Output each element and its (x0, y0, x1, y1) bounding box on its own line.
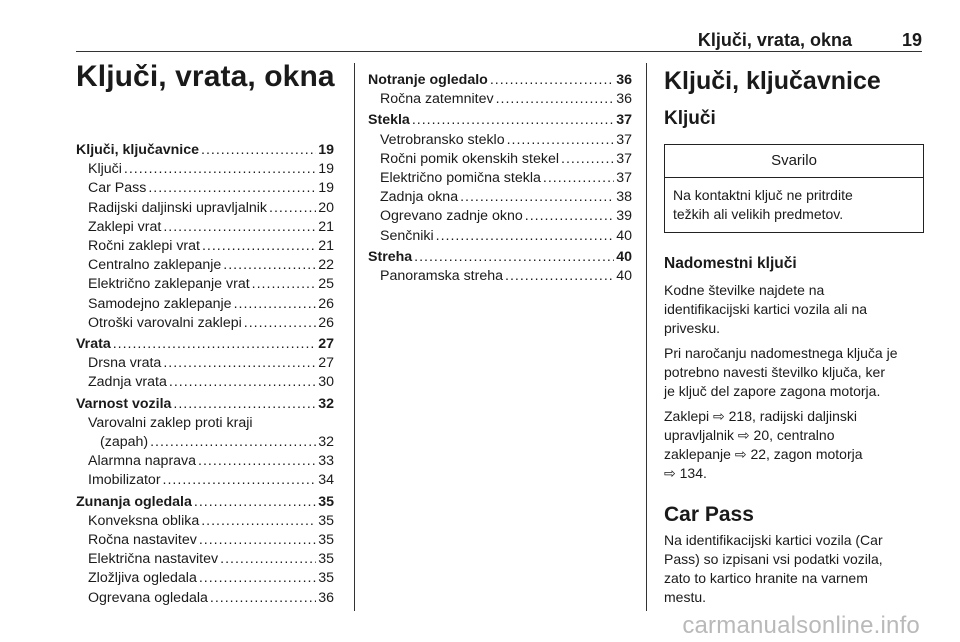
text-line: Pass) so izpisani vsi podatki vozila, (664, 551, 883, 567)
dot-leader (269, 199, 316, 218)
text-line: upravljalnik ⇨ 20, centralno (664, 427, 835, 443)
text-line: privesku. (664, 320, 721, 336)
toc-section-page: 27 (318, 336, 334, 353)
toc-section-group (76, 335, 334, 393)
toc-entry-page: 40 (616, 268, 632, 285)
dot-leader (150, 433, 316, 452)
toc-entry-continued-page: 32 (318, 434, 334, 451)
toc-entry-page: 33 (318, 453, 334, 470)
dot-leader (561, 150, 614, 169)
toc-section-group (368, 71, 632, 109)
toc-entry[interactable] (368, 227, 632, 246)
toc-section-page: 40 (616, 248, 632, 265)
toc-section-title: Vrata (76, 336, 111, 353)
dot-leader (490, 71, 614, 90)
toc-section-title: Zunanja ogledala (76, 493, 192, 510)
toc-entry[interactable] (368, 131, 632, 150)
toc-entry-page: 25 (318, 276, 334, 293)
dot-leader (113, 335, 317, 354)
running-header (698, 28, 922, 52)
dot-leader (198, 452, 316, 471)
toc-entry[interactable] (368, 267, 632, 286)
toc-entry-title: Centralno zaklepanje (88, 257, 222, 274)
toc-entry-page: 38 (616, 189, 632, 206)
toc-entry[interactable] (76, 314, 334, 333)
toc-entry-page: 34 (318, 472, 334, 489)
toc-entry-title: Ročna nastavitev (88, 532, 197, 549)
toc-entry-title: Zaklepi vrat (88, 218, 162, 235)
toc-entry-title: Konveksna oblika (88, 512, 200, 529)
toc-entry-title: Samodejno zaklepanje (88, 295, 232, 312)
toc-section-group (368, 111, 632, 245)
toc-entry[interactable] (76, 569, 334, 588)
toc-entry[interactable] (76, 160, 334, 179)
toc-entry-title: Car Pass (88, 180, 147, 197)
toc-entry-page: 26 (318, 295, 334, 312)
toc-entry-page: 26 (318, 314, 334, 331)
toc-entry-title: Alarmna naprava (88, 453, 197, 470)
toc-entry[interactable] (76, 354, 334, 373)
text-line: Zaklepi ⇨ 218, radijski daljinski (664, 408, 858, 424)
toc-entry[interactable] (368, 188, 632, 207)
dot-leader (543, 169, 614, 188)
dot-leader (163, 471, 317, 490)
dot-leader (234, 295, 317, 314)
toc-entry-page: 35 (318, 512, 334, 529)
toc-entry[interactable] (76, 256, 334, 275)
toc-entry-page: 35 (318, 532, 334, 549)
toc-entry-page: 39 (616, 208, 632, 225)
dot-leader (496, 90, 615, 109)
text-line: potrebno navesti številko ključa, ker (664, 364, 885, 380)
toc-entry-title: Ključi (88, 161, 122, 178)
toc-entry-page: 21 (318, 238, 334, 255)
toc-entry[interactable] (76, 199, 334, 218)
dot-leader (199, 569, 316, 588)
text-line: zato to kartico hranite na varnem (664, 570, 868, 586)
dot-leader (173, 395, 316, 414)
text-line: zaklepanje ⇨ 22, zagon motorja (664, 446, 863, 462)
keys-heading: Ključi (664, 108, 716, 129)
toc-entry-title: Ročni pomik okenskih stekel (380, 150, 559, 167)
paragraph-car-pass (664, 531, 926, 607)
dot-leader (199, 531, 316, 550)
toc-section-page: 37 (616, 112, 632, 129)
toc-entry-page: 40 (616, 227, 632, 244)
toc-entry-title: Otroški varovalni zaklepi (88, 314, 242, 331)
toc-section[interactable] (76, 395, 334, 414)
toc-section-group (368, 248, 632, 286)
toc-entry[interactable] (368, 150, 632, 169)
toc-entry-page: 30 (318, 374, 334, 391)
dot-leader (223, 256, 316, 275)
toc-entry-title: Vetrobransko steklo (380, 131, 505, 148)
toc-entry-continued[interactable] (76, 433, 334, 452)
toc-entry[interactable] (76, 452, 334, 471)
toc-left-column (76, 141, 334, 610)
toc-section[interactable] (76, 335, 334, 354)
toc-entry-page: 22 (318, 257, 334, 274)
paragraph-ordering (664, 344, 926, 401)
toc-entry-title: Električna nastavitev (88, 551, 219, 568)
toc-section-group (76, 395, 334, 491)
text-line: mestu. (664, 589, 707, 605)
toc-entry[interactable] (76, 179, 334, 198)
toc-section-title: Streha (368, 248, 413, 265)
toc-entry-title: Zložljiva ogledala (88, 570, 197, 587)
car-pass-heading: Car Pass (664, 503, 754, 526)
watermark: carmanualsonline.info (682, 612, 920, 639)
toc-entry[interactable]: Varovalni zaklep proti kraji (88, 414, 253, 431)
toc-section-title: Ključi, ključavnice (76, 142, 200, 158)
page-number: 19 (901, 29, 922, 50)
text-line: Pri naročanju nadomestnega ključa je (664, 345, 898, 361)
toc-section-title: Notranje ogledalo (368, 72, 488, 88)
text-line: ⇨ 134. (664, 465, 707, 481)
dot-leader (163, 218, 316, 237)
toc-entry[interactable] (368, 207, 632, 226)
warning-line: težkih ali velikih predmetov. (673, 206, 844, 222)
toc-entry-title: Drsna vrata (88, 355, 162, 372)
toc-entry-page: 36 (318, 589, 334, 606)
toc-entry-title: Ogrevano zadnje okno (380, 208, 523, 225)
page-title: Ključi, vrata, okna (76, 60, 335, 93)
dot-leader (220, 550, 316, 569)
dot-leader (460, 188, 614, 207)
toc-section-group (76, 141, 334, 333)
toc-middle-column (368, 71, 632, 288)
text-line: Kodne številke najdete na (664, 282, 825, 298)
spare-keys-heading: Nadomestni ključi (664, 255, 797, 272)
dot-leader (201, 512, 316, 531)
dot-leader (414, 248, 614, 267)
warning-body (665, 178, 923, 232)
toc-section[interactable] (76, 493, 334, 512)
toc-section-title: Stekla (368, 112, 410, 129)
dot-leader (507, 131, 615, 150)
dot-leader (163, 354, 316, 373)
column-divider-2 (646, 63, 647, 611)
toc-section-page: 35 (318, 493, 334, 510)
toc-entry-page: 35 (318, 570, 334, 587)
dot-leader (194, 493, 316, 512)
dot-leader (525, 207, 614, 226)
toc-entry-title: Ogrevana ogledala (88, 589, 208, 606)
toc-entry[interactable] (76, 512, 334, 531)
toc-entry[interactable] (76, 237, 334, 256)
toc-section-title: Varnost vozila (76, 395, 172, 412)
toc-section-page: 19 (318, 142, 334, 158)
toc-entry[interactable] (76, 471, 334, 490)
toc-entry-page: 27 (318, 355, 334, 372)
column-divider-1 (354, 63, 355, 611)
toc-entry[interactable] (76, 275, 334, 294)
toc-entry[interactable] (76, 550, 334, 569)
toc-entry-title: Zadnja vrata (88, 374, 167, 391)
dot-leader (436, 227, 615, 246)
paragraph-references (664, 407, 926, 483)
toc-entry-title: Zadnja okna (380, 189, 459, 206)
dot-leader (201, 141, 316, 160)
toc-entry[interactable] (76, 218, 334, 237)
warning-line: Na kontaktni ključ ne pritrdite (673, 187, 853, 203)
toc-entry[interactable] (76, 589, 334, 608)
toc-section[interactable] (368, 248, 632, 267)
dot-leader (252, 275, 317, 294)
toc-section-page: 36 (616, 72, 632, 88)
dot-leader (210, 589, 316, 608)
text-line: Na identifikacijski kartici vozila (Car (664, 532, 883, 548)
running-title: Ključi, vrata, okna (697, 29, 852, 50)
toc-section[interactable] (76, 141, 334, 160)
toc-section[interactable] (368, 71, 632, 90)
toc-entry-page: 37 (616, 150, 632, 167)
dot-leader (169, 373, 316, 392)
toc-entry[interactable] (368, 169, 632, 188)
toc-entry-title: Imobilizator (88, 472, 161, 489)
text-line: identifikacijski kartici vozila ali na (664, 301, 868, 317)
chapter-heading: Ključi, ključavnice (664, 67, 881, 95)
warning-notice (664, 144, 924, 233)
toc-entry-page: 19 (318, 180, 334, 197)
toc-entry-title: Panoramska streha (380, 268, 504, 285)
toc-entry-page: 37 (616, 131, 632, 148)
dot-leader (124, 160, 316, 179)
toc-entry[interactable] (76, 373, 334, 392)
toc-entry-page: 20 (318, 199, 334, 216)
dot-leader (505, 267, 614, 286)
toc-entry-continued-title: (zapah) (100, 434, 149, 451)
toc-section-page: 32 (318, 395, 334, 412)
content-column (664, 64, 926, 607)
toc-entry-page: 36 (616, 91, 632, 108)
toc-entry-title: Ročni zaklepi vrat (88, 238, 200, 255)
dot-leader (148, 179, 316, 198)
toc-entry-title: Radijski daljinski upravljalnik (88, 199, 267, 216)
toc-section[interactable] (368, 111, 632, 130)
toc-section-group (76, 493, 334, 608)
toc-entry[interactable] (368, 90, 632, 109)
toc-entry-title: Električno zaklepanje vrat (88, 276, 250, 293)
toc-entry-page: 35 (318, 551, 334, 568)
toc-entry-title: Električno pomična stekla (380, 170, 541, 187)
toc-entry[interactable] (76, 531, 334, 550)
dot-leader (412, 111, 614, 130)
toc-entry-page: 37 (616, 170, 632, 187)
dot-leader (202, 237, 316, 256)
text-line: je ključ del zapore zagona motorja. (664, 383, 881, 399)
toc-entry-title: Ročna zatemnitev (380, 91, 494, 108)
toc-entry-title: Senčniki (380, 227, 434, 244)
toc-entry[interactable] (76, 295, 334, 314)
toc-entry-page: 19 (318, 161, 334, 178)
warning-title: Svarilo (665, 145, 923, 178)
paragraph-code-numbers (664, 281, 926, 338)
dot-leader (244, 314, 316, 333)
header-rule (76, 51, 922, 52)
toc-entry-page: 21 (318, 218, 334, 235)
